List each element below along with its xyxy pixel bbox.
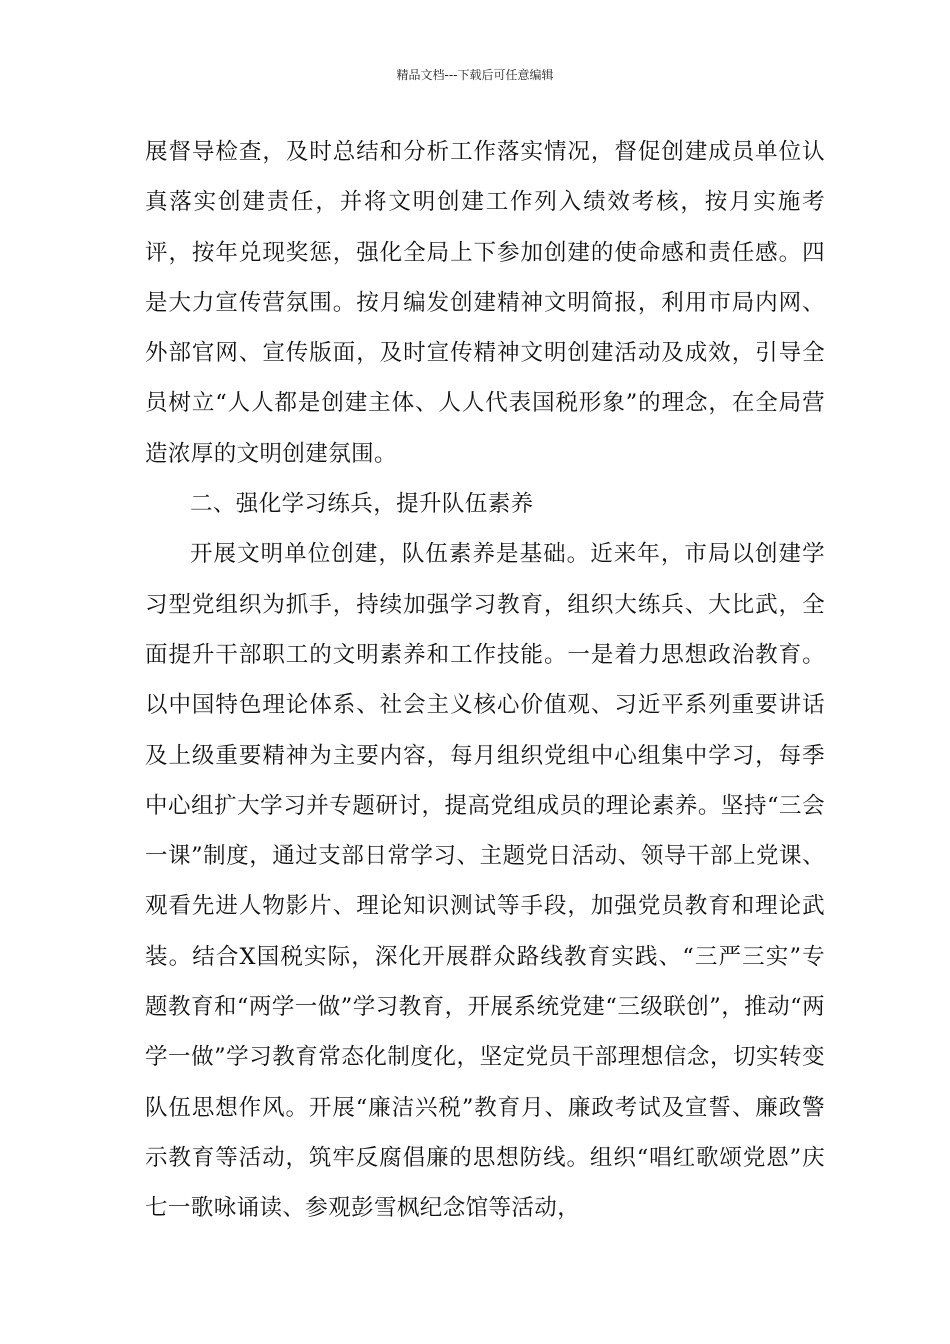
section-heading: 二、强化学习练兵，提升队伍素养	[190, 491, 534, 518]
paragraph-continuation: 展督导检查，及时总结和分析工作落实情况，督促创建成员单位认真落实创建责任，并将文明创建工作列入绩效考核，按月实施考评，按年兑现奖惩，强化全局上下参加创建的使命感和责任感。四是大力宣传营氛围。按月编发创建精神文明简报，利用市局内网、外部官网、宣传版面，及时宣传精神文明创建活动及成效，引导全员树立“人人都是创建主体、人人代表国税形象”的理念，在全局营造浓厚的文明创建氛围。	[145, 139, 825, 467]
document-body	[145, 127, 825, 1234]
paragraph-body: 开展文明单位创建，队伍素养是基础。近来年，市局以创建学习型党组织为抓手，持续加强学习教育，组织大练兵、大比武，全面提升干部职工的文明素养和工作技能。一是着力思想政治教育。以中国特色理论体系、社会主义核心价值观、习近平系列重要讲话及上级重要精神为主要内容，每月组织党组中心组集中学习，每季中心组扩大学习并专题研讨，提高党组成员的理论素养。坚持“三会一课”制度，通过支部日常学习、主题党日活动、领导干部上党课、观看先进人物影片、理论知识测试等手段，加强党员教育和理论武装。结合X国税实际，深化开展群众路线教育实践、“三严三实”专题教育和“两学一做”学习教育，开展系统党建“三级联创”，推动“两学一做”学习教育常态化制度化，坚定党员干部理想信念，切实转变队伍思想作风。开展“廉洁兴税”教育月、廉政考试及宣誓、廉政警示教育等活动，筑牢反腐倡廉的思想防线。组织“唱红歌颂党恩”庆七一歌咏诵读、参观彭雪枫纪念馆等活动，	[145, 541, 825, 1222]
page-header: 精品文档---下载后可任意编辑	[396, 68, 554, 82]
